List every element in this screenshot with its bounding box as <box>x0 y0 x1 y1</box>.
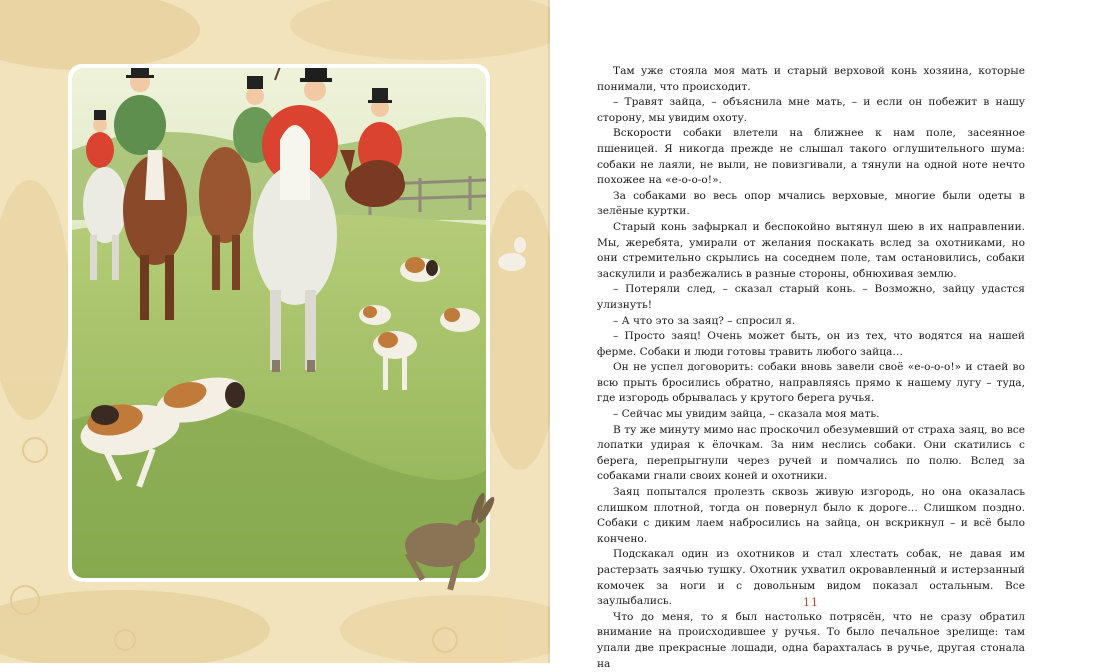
paragraph: – Просто заяц! Очень может быть, он из тех, что водятся на нашей ферме. Собаки и люди готовы травить любого зайца… <box>597 330 1025 358</box>
paragraph: Старый конь зафыркал и беспокойно вытянул шею в их направлении. Мы, жеребята, умирали от желания поскакать вслед за охотниками, но они стремительно скрылись на соседнем поле, там остановились, собаки заскулили и разбежались в разные стороны, обнюхивая землю. <box>597 220 1025 280</box>
paragraph: – А что это за заяц? – спросил я. <box>613 314 796 327</box>
paragraph: Вскорости собаки влетели на ближнее к нам поле, засеянное пшеницей. Я никогда прежде не слышал такого оглушительного шума: собаки не лаяли, не выли, не повизгивали, а тянули на одной ноте нечто похожее на «е-о-о-о!». <box>597 127 1025 187</box>
story-text <box>597 64 1025 672</box>
paragraph: В ту же минуту мимо нас проскочил обезумевший от страха заяц, во все лопатки удирая к ёлочкам. За ним неслись собаки. Они скатились с берега, перепрыгнули через ручей и помчались по полю. Вслед за собаками гнали своих коней и охотники. <box>597 423 1025 483</box>
paragraph: – Сейчас мы увидим зайца, – сказала моя мать. <box>613 408 880 421</box>
paragraph: За собаками во весь опор мчались верховые, многие были одеты в зелёные куртки. <box>597 189 1025 218</box>
text-page <box>550 0 1100 670</box>
paragraph: Заяц попытался пролезть сквозь живую изгородь, но она оказалась слишком плотной, тогда он повернул было к дороге… Слишком поздно. Собаки с диким лаем набросились на зайца, он вскрикнул – и всё было кончено. <box>597 486 1025 545</box>
hunt-scene <box>72 15 486 578</box>
paragraph: – Травят зайца, – объяснила мне мать, – и если он побежит в нашу сторону, мы увидим охоту. <box>597 96 1025 124</box>
paragraph: Он не успел договорить: собаки вновь завели своё «е-о-о-о!» и стаей во всю прыть бросились обратно, направляясь прямо к нашему лугу – туда, где изгородь обрывалась у крутого берега ручья. <box>597 361 1025 405</box>
hound-right-2 <box>440 308 480 332</box>
page-number: 11 <box>803 596 819 609</box>
illustration-page <box>0 0 550 663</box>
paragraph: – Потеряли след, – сказал старый конь. – Возможно, зайцу удастся улизнуть! <box>597 283 1025 311</box>
paragraph: Там уже стояла моя мать и старый верховой конь хозяина, которые понимали, что происходит. <box>597 65 1025 93</box>
paragraph: Подскакал один из охотников и стал хлестать собак, не давая им растерзать заячью тушку. Охотник ухватил окровавленный и истерзанный комочек за ноги и с довольным видом показал остальным. Все заулыбались. <box>597 548 1025 608</box>
paragraph: Что до меня, то я был настолько потрясён, что не сразу обратил внимание на происходившее у ручья. То было печальное зрелище: там упали две прекрасные лошади, одна барахталась в ручье, другая стонала на <box>597 610 1025 670</box>
fox-hunt-illustration <box>0 0 550 663</box>
hound-center-2 <box>359 305 391 325</box>
